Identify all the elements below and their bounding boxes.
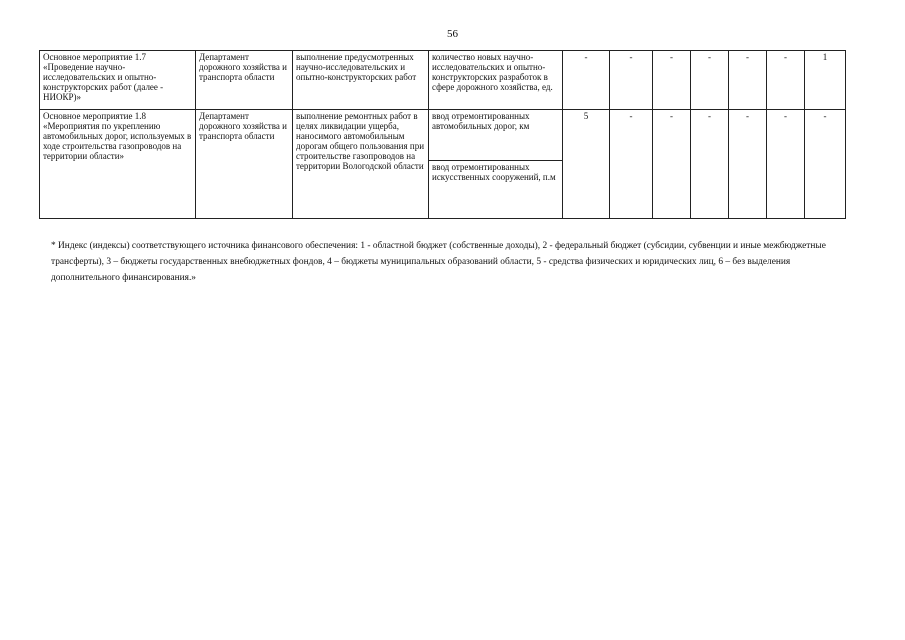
content-cell: выполнение ремонтных работ в целях ликвидации ущерба, наносимого автомобильным дорогам общего пользования при строительстве газопроводов на территории Вологодской области <box>293 110 429 219</box>
value-cell: - <box>691 51 729 110</box>
value-cell: - <box>653 51 691 110</box>
value-cell: - <box>610 110 653 219</box>
value-cell: - <box>610 51 653 110</box>
table-row <box>40 51 846 110</box>
value-cell: - <box>729 110 767 219</box>
value-cell: - <box>805 110 846 219</box>
indicator-cell: ввод отремонтированных автомобильных дорог, км <box>429 110 563 161</box>
indicator-cell: количество новых научно-исследовательских и опытно-конструкторских разработок в сфере дорожного хозяйства, ед. <box>429 51 563 110</box>
content-cell: выполнение предусмотренных научно-исследовательских и опытно-конструкторских работ <box>293 51 429 110</box>
value-cell: - <box>563 51 610 110</box>
value-cell: - <box>767 110 805 219</box>
indicator-cell: ввод отремонтированных искусственных сооружений, п.м <box>429 161 563 219</box>
value-cell: 5 <box>563 110 610 219</box>
executor-cell: Департамент дорожного хозяйства и транспорта области <box>196 51 293 110</box>
measures-table <box>39 50 846 219</box>
value-cell: - <box>653 110 691 219</box>
value-cell: - <box>767 51 805 110</box>
executor-cell: Департамент дорожного хозяйства и транспорта области <box>196 110 293 219</box>
measure-cell: Основное мероприятие 1.7 «Проведение научно-исследовательских и опытно-конструкторских работ (далее - НИОКР)» <box>40 51 196 110</box>
table-row <box>40 110 846 161</box>
value-cell: - <box>691 110 729 219</box>
measure-cell: Основное мероприятие 1.8 «Мероприятия по укреплению автомобильных дорог, используемых в ходе строительства газопроводов на территории области» <box>40 110 196 219</box>
page-number: 56 <box>447 28 458 40</box>
value-cell: - <box>729 51 767 110</box>
footnote: * Индекс (индексы) соответствующего источника финансового обеспечения: 1 - областной бюджет (собственные доходы), 2 - федеральный бюджет (субсидии, субвенции и иные межбюджетные трансферты), 3 – бюджеты государственных внебюджетных фондов, 4 – бюджеты муниципальных образований области, 5 - средства физических и юридических лиц, 6 – без выделения дополнительного финансирования.» <box>51 241 826 283</box>
value-cell: 1 <box>805 51 846 110</box>
